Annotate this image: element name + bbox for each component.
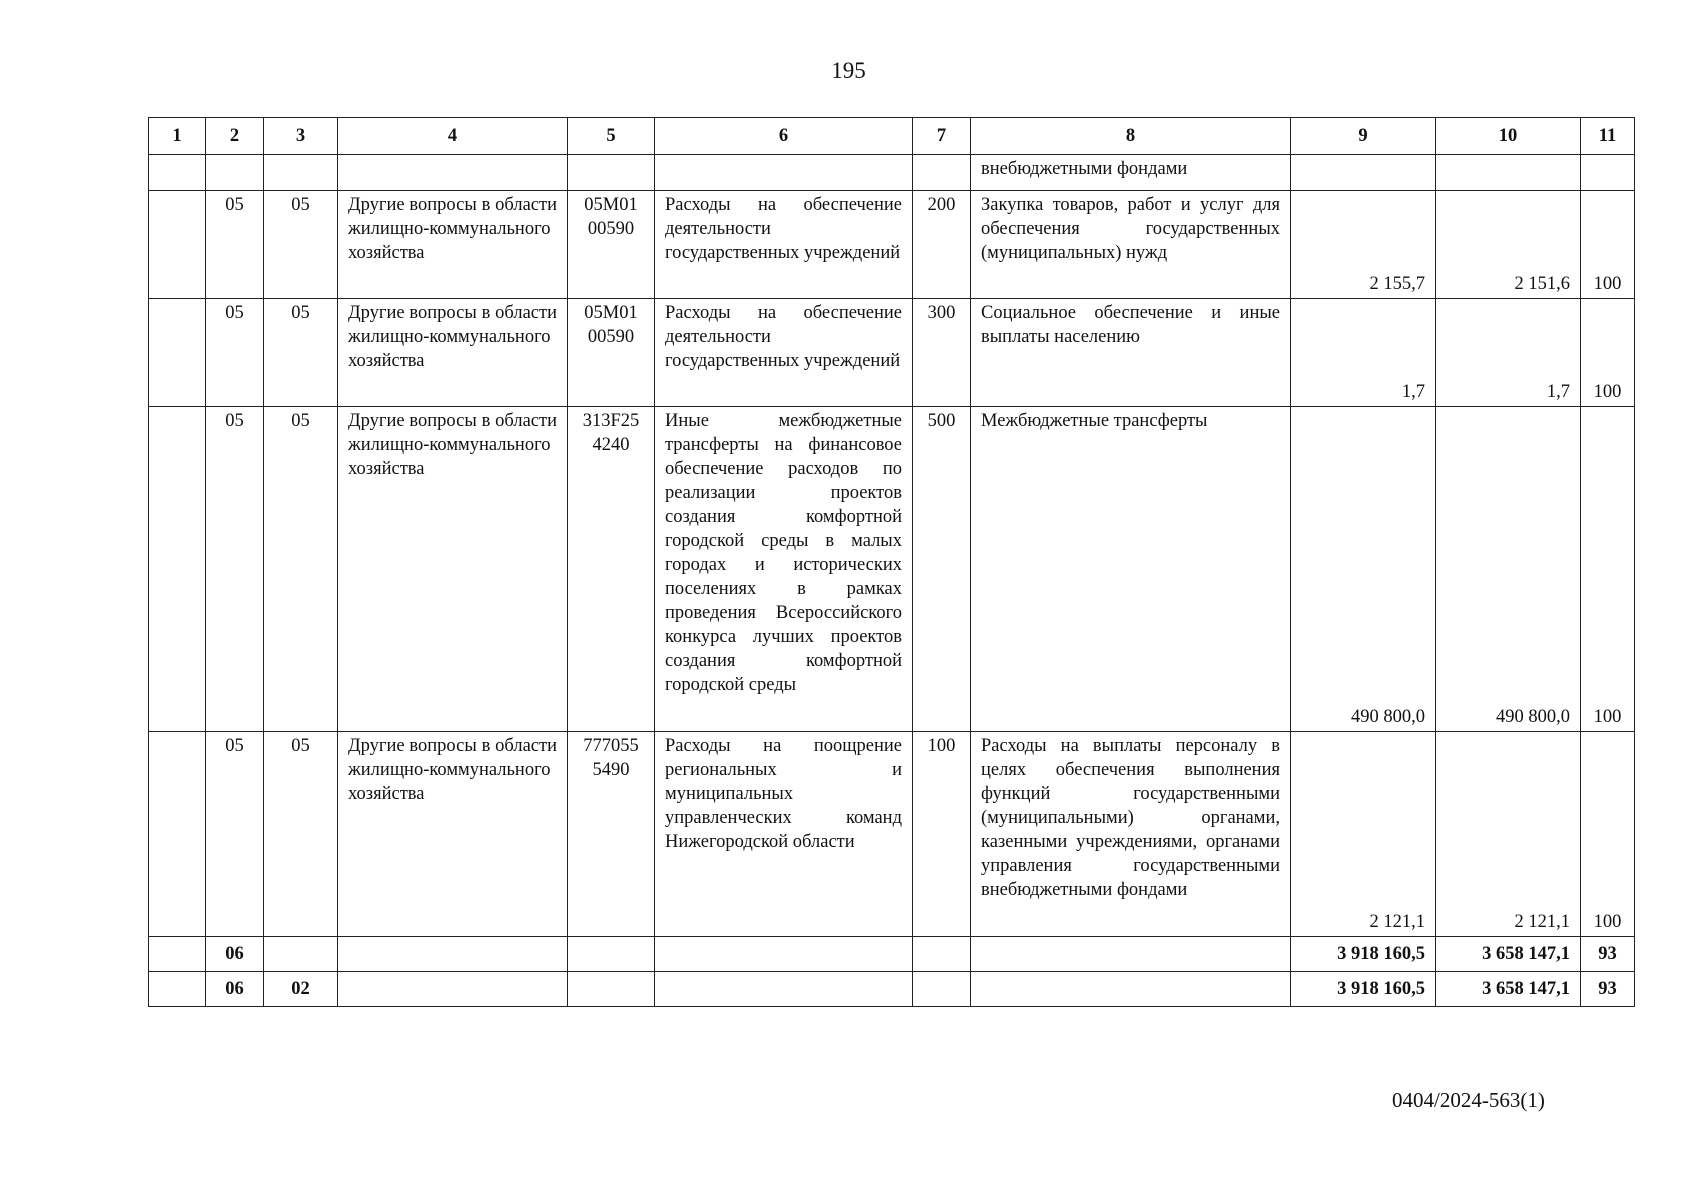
table-cell: 06 [206,937,264,972]
col-header-2: 2 [206,118,264,155]
table-row [149,299,1635,407]
table-cell [338,937,568,972]
table-cell: 06 [206,972,264,1007]
table-cell: 100 [1581,299,1635,407]
table-cell: 2 151,6 [1436,191,1581,299]
table-cell [1291,155,1436,191]
table-cell: 2 121,1 [1436,732,1581,937]
col-header-3: 3 [264,118,338,155]
table-cell [149,732,206,937]
table-cell: 05 [206,407,264,732]
table-cell: Другие вопросы в области жилищно-коммунального хозяйства [338,407,568,732]
table-cell: Расходы на выплаты персоналу в целях обеспечения выполнения функций государственными (муниципальными) органами, казенными учреждениями, органами управления государственными внебюджетными фондами [971,732,1291,937]
table-cell: 05 [264,191,338,299]
table-cell: 05М01 00590 [568,191,655,299]
table-cell: 93 [1581,937,1635,972]
table-row [149,732,1635,937]
table-cell [971,937,1291,972]
table-cell: 2 155,7 [1291,191,1436,299]
table-cell: 2 121,1 [1291,732,1436,937]
table-cell [655,937,913,972]
table-cell [338,155,568,191]
page-number: 195 [831,58,866,83]
budget-table [148,117,1635,1007]
col-header-10: 10 [1436,118,1581,155]
table-cell: 100 [913,732,971,937]
table-row [149,407,1635,732]
col-header-11: 11 [1581,118,1635,155]
table-cell [206,155,264,191]
col-header-8: 8 [971,118,1291,155]
table-cell: 490 800,0 [1291,407,1436,732]
col-header-4: 4 [338,118,568,155]
table-cell: 100 [1581,407,1635,732]
header-row [149,118,1635,155]
table-cell: 05 [264,407,338,732]
total-row [149,972,1635,1007]
col-header-1: 1 [149,118,206,155]
table-cell [568,937,655,972]
table-cell: 3 658 147,1 [1436,937,1581,972]
table-cell [149,937,206,972]
table-cell: 500 [913,407,971,732]
table-cell [568,972,655,1007]
table-cell [149,972,206,1007]
table-cell: 05 [206,299,264,407]
table-cell [1436,155,1581,191]
table-cell [971,972,1291,1007]
col-header-5: 5 [568,118,655,155]
table-cell: 3 918 160,5 [1291,937,1436,972]
table-cell [913,937,971,972]
table-cell: 100 [1581,732,1635,937]
table-cell: Социальное обеспечение и иные выплаты населению [971,299,1291,407]
table-cell [913,155,971,191]
table-cell [338,972,568,1007]
table-cell: 05 [206,191,264,299]
table-cell: 200 [913,191,971,299]
table-cell: 313F25 4240 [568,407,655,732]
table-cell: 1,7 [1436,299,1581,407]
table-cell: Межбюджетные трансферты [971,407,1291,732]
table-cell [913,972,971,1007]
table-cell: 05 [264,732,338,937]
table-cell [264,155,338,191]
table-cell: Расходы на обеспечение деятельности государственных учреждений [655,299,913,407]
table-cell: 777055 5490 [568,732,655,937]
table-cell: 1,7 [1291,299,1436,407]
table-row [149,191,1635,299]
table-cell: 05М01 00590 [568,299,655,407]
document-id: 0404/2024-563(1) [1392,1088,1545,1112]
table-cell [1581,155,1635,191]
table-cell [568,155,655,191]
table-cell: Закупка товаров, работ и услуг для обеспечения государственных (муниципальных) нужд [971,191,1291,299]
table-cell: Иные межбюджетные трансферты на финансовое обеспечение расходов по реализации проектов создания комфортной городской среды в малых городах и исторических поселениях в рамках проведения Всероссийского конкурса лучших проектов создания комфортной городской среды [655,407,913,732]
col-header-6: 6 [655,118,913,155]
total-row [149,937,1635,972]
table-cell: Другие вопросы в области жилищно-коммунального хозяйства [338,299,568,407]
col-header-9: 9 [1291,118,1436,155]
table-cell [655,155,913,191]
col-header-7: 7 [913,118,971,155]
table-cell [264,937,338,972]
table-cell: 05 [206,732,264,937]
table-cell: 100 [1581,191,1635,299]
table-cell: 05 [264,299,338,407]
table-cell [149,299,206,407]
table-cell [149,407,206,732]
table-cell [149,191,206,299]
table-cell [149,155,206,191]
table-cell: 490 800,0 [1436,407,1581,732]
table-cell: 3 658 147,1 [1436,972,1581,1007]
table-cell: Расходы на поощрение региональных и муниципальных управленческих команд Нижегородской области [655,732,913,937]
table-cell [655,972,913,1007]
table-cell: 93 [1581,972,1635,1007]
continuation-row [149,155,1635,191]
table-cell: 3 918 160,5 [1291,972,1436,1007]
table-cell: Расходы на обеспечение деятельности государственных учреждений [655,191,913,299]
table-cell: Другие вопросы в области жилищно-коммунального хозяйства [338,191,568,299]
table-cell: внебюджетными фондами [971,155,1291,191]
table-cell: 300 [913,299,971,407]
table-cell: Другие вопросы в области жилищно-коммунального хозяйства [338,732,568,937]
table-cell: 02 [264,972,338,1007]
